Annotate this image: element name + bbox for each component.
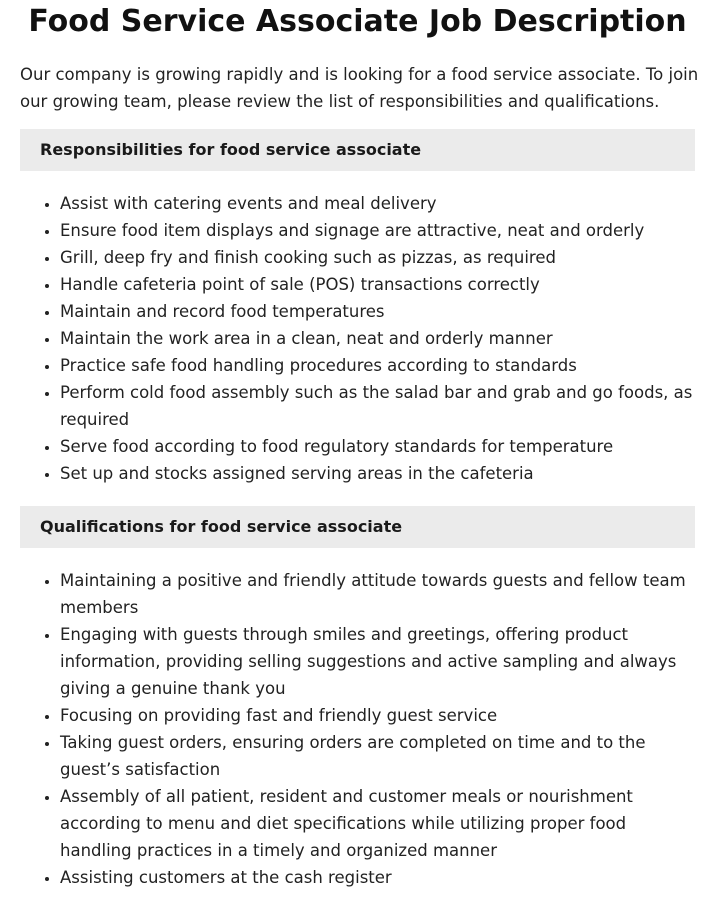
list-item: • Focusing on providing fast and friendly guest service: [60, 702, 700, 729]
list-item: • Perform cold food assembly such as the salad bar and grab and go foods, as required: [60, 379, 700, 433]
page-title: Food Service Associate Job Description: [28, 4, 687, 39]
list-item: • Set up and stocks assigned serving areas in the cafeteria: [60, 460, 700, 487]
list-item: • Ensure food item displays and signage are attractive, neat and orderly: [60, 217, 700, 244]
list-item: • Assist with catering events and meal delivery: [60, 190, 700, 217]
list-item: • Maintaining a positive and friendly attitude towards guests and fellow team members: [60, 567, 700, 621]
list-item: • Assisting customers at the cash register: [60, 864, 700, 891]
list-item: • Assembly of all patient, resident and customer meals or nourishment according to menu and diet specifications while utilizing proper food handling practices in a timely and organized manner: [60, 783, 700, 864]
list-item: • Grill, deep fry and finish cooking such as pizzas, as required: [60, 244, 700, 271]
list-item: • Maintain the work area in a clean, neat and orderly manner: [60, 325, 700, 352]
qualifications-heading: Qualifications for food service associate: [20, 506, 695, 548]
qualifications-list: [20, 567, 700, 891]
list-item: • Engaging with guests through smiles and greetings, offering product information, providing selling suggestions and active sampling and always giving a genuine thank you: [60, 621, 700, 702]
responsibilities-list: [20, 190, 700, 487]
list-item: • Taking guest orders, ensuring orders are completed on time and to the guest’s satisfaction: [60, 729, 700, 783]
list-item: • Practice safe food handling procedures according to standards: [60, 352, 700, 379]
intro-paragraph: Our company is growing rapidly and is looking for a food service associate. To join our growing team, please review the list of responsibilities and qualifications.: [20, 65, 699, 111]
list-item: • Serve food according to food regulatory standards for temperature: [60, 433, 700, 460]
responsibilities-heading: Responsibilities for food service associate: [20, 129, 695, 171]
list-item: • Handle cafeteria point of sale (POS) transactions correctly: [60, 271, 700, 298]
list-item: • Maintain and record food temperatures: [60, 298, 700, 325]
